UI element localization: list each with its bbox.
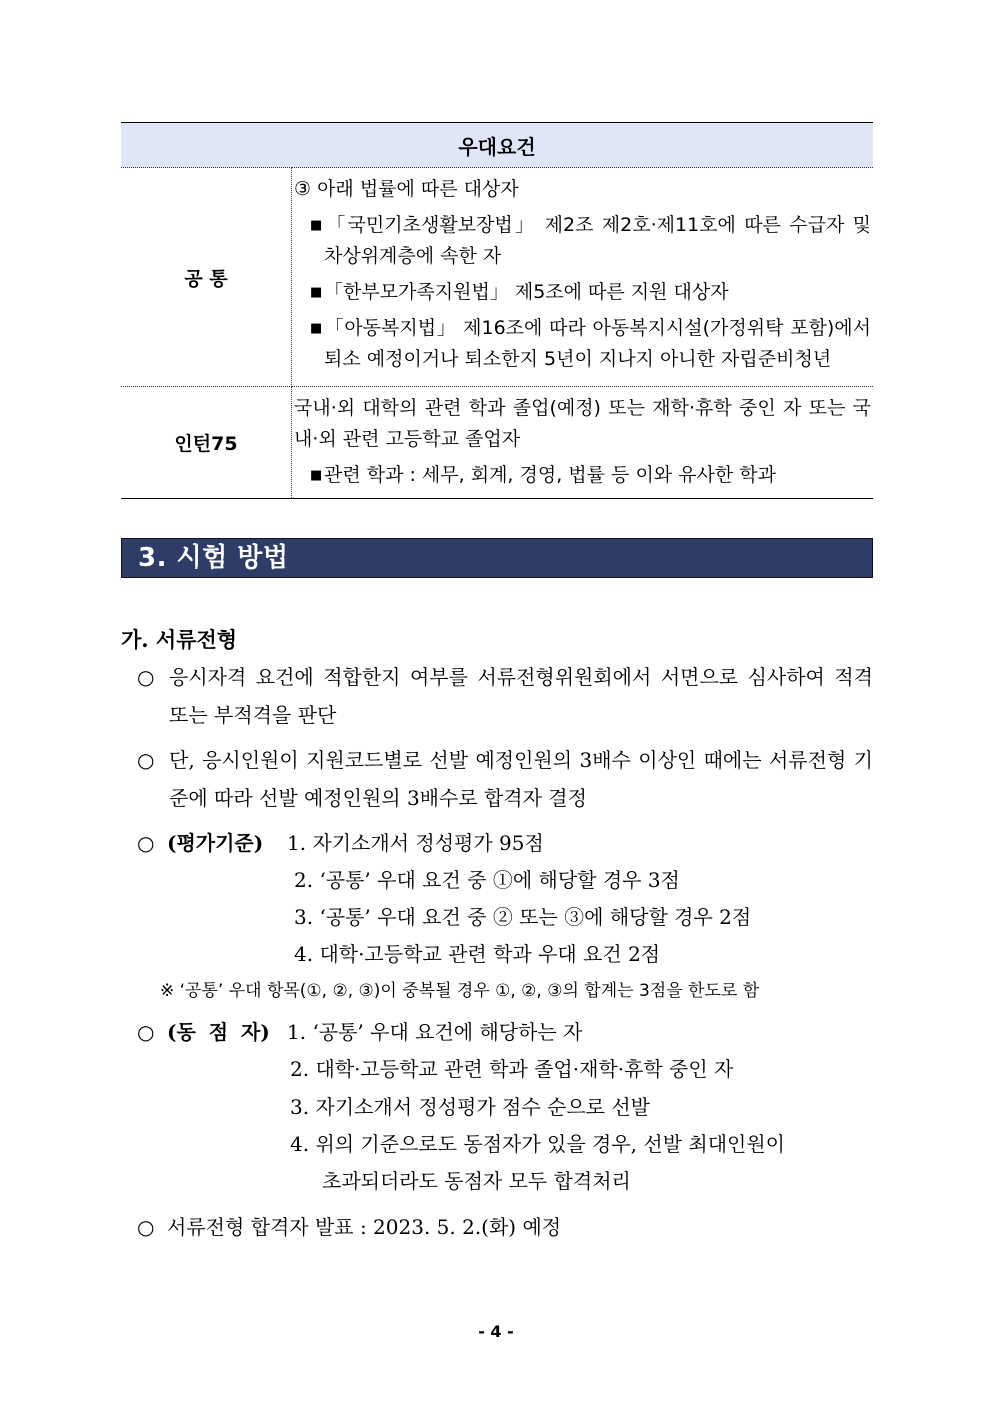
lead-text: 국내·외 대학의 관련 학과 졸업(예정) 또는 재학·휴학 중인 자 또는 국내·외 관련 고등학교 졸업자: [294, 397, 871, 450]
paragraph-text: 응시자격 요건에 적합한지 여부를 서류전형위원회에서 서면으로 심사하여 적격 또는 부적격을 판단: [169, 665, 873, 727]
paragraph-review: [137, 658, 873, 734]
paragraph-selection: [137, 741, 873, 817]
circle-bullet-icon: ○: [137, 665, 155, 689]
table-row: [121, 168, 873, 387]
table-row: [121, 387, 873, 499]
criteria-label: (평가기준): [167, 831, 264, 855]
tie-item: 4. 위의 기준으로도 동점자가 있을 경우, 선발 최대인원이: [290, 1132, 785, 1156]
criteria-item: 1. 자기소개서 정성평가 95점: [287, 831, 544, 855]
criteria-item: 3. ‘공통’ 우대 요건 중 ② 또는 ③에 해당할 경우 2점: [294, 905, 752, 929]
tie-item: 3. 자기소개서 정성평가 점수 순으로 선발: [290, 1095, 650, 1119]
row-label-common: 공 통: [121, 168, 292, 387]
bullet-item: ■ 「한부모가족지원법」 제5조에 따른 지원 대상자: [294, 277, 871, 308]
tie-item: 1. ‘공통’ 우대 요건에 해당하는 자: [287, 1020, 583, 1044]
announcement-text: 서류전형 합격자 발표 : 2023. 5. 2.(화) 예정: [167, 1215, 562, 1239]
tie-item: 2. 대학·고등학교 관련 학과 졸업·재학·휴학 중인 자: [290, 1057, 734, 1081]
circle-bullet-icon: ○: [137, 748, 155, 772]
bullet-item: ■ 관련 학과 : 세무, 회계, 경영, 법률 등 이와 유사한 학과: [294, 460, 871, 491]
circle-bullet-icon: ○: [137, 1020, 155, 1044]
paragraph-text: 단, 응시인원이 지원코드별로 선발 예정인원의 3배수 이상인 때에는 서류전형 기준에 따라 선발 예정인원의 3배수로 합격자 결정: [169, 748, 873, 810]
row-content-intern: [292, 387, 874, 499]
bullet-item: ■ 「국민기초생활보장법」 제2조 제2호·제11호에 따른 수급자 및 차상위계층에 속한 자: [294, 210, 871, 272]
tie-label: (동 점 자): [167, 1020, 270, 1044]
row-content-common: [292, 168, 874, 387]
page-number: - 4 -: [478, 1322, 514, 1341]
subheading: 가. 서류전형: [121, 627, 238, 652]
table-header: 우대요건: [121, 123, 873, 168]
criteria-item: 4. 대학·고등학교 관련 학과 우대 요건 2점: [294, 942, 661, 966]
section-title-bar: 3. 시험 방법: [121, 538, 873, 578]
circle-bullet-icon: ○: [137, 1215, 155, 1239]
row-label-intern: 인턴75: [121, 387, 292, 499]
lead-text: ③ 아래 법률에 따른 대상자: [294, 178, 519, 200]
tie-item-continued: 초과되더라도 동점자 모두 합격처리: [322, 1169, 631, 1193]
circle-bullet-icon: ○: [137, 831, 155, 855]
preference-table: [121, 122, 873, 499]
bullet-item: ■ 「아동복지법」 제16조에 따라 아동복지시설(가정위탁 포함)에서 퇴소 예정이거나 퇴소한지 5년이 지나지 아니한 자립준비청년: [294, 313, 871, 375]
note-text: ※ ‘공통’ 우대 항목(①, ②, ③)이 중복될 경우 ①, ②, ③의 합계는 3점을 한도로 함: [160, 981, 760, 1001]
criteria-item: 2. ‘공통’ 우대 요건 중 ①에 해당할 경우 3점: [294, 868, 680, 892]
